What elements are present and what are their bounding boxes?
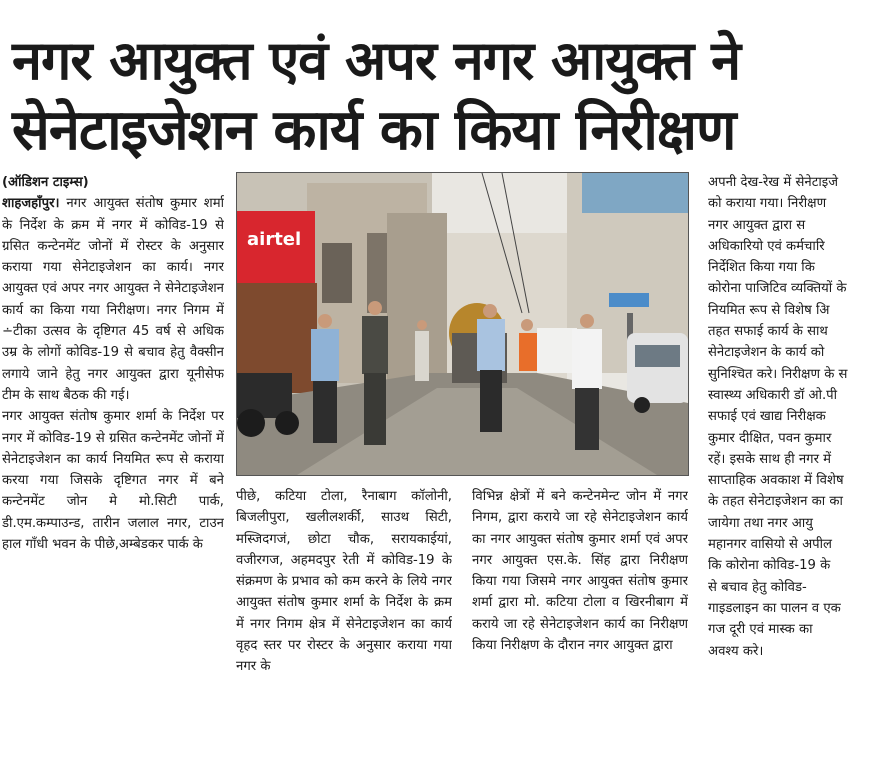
column-4-line: गाइडलाइन का पालन व एक (708, 600, 841, 616)
column-4-line: कुमार दीक्षित, पवन कुमार (708, 430, 832, 446)
column-4-line: सुनिश्चित करे। निरीक्षण के स (708, 366, 848, 382)
column-4-line: के तहत सेनेटाइजेशन का का (708, 494, 843, 510)
article-column-1 (2, 172, 224, 732)
column-4-line: कि कोरोना कोविड-19 के (708, 558, 831, 574)
column-4-line: जायेगा तथा नगर आयु (708, 515, 813, 531)
article-paragraph-2: नगर आयुक्त संतोष कुमार शर्मा के निर्देश पर नगर में कोविड-19 से ग्रसित कन्टेनमेंट जोनों में सेनेटाइजेशन का कार्य नियमित रूप से कराया करया गया जिसके दृष्टिगत नगर में बने कन्टेनमेंट जोन मे मो.सिटी पार्क, डी.एम.कम्पाउन्ड, तारीन जलाल नगर, टाउन हाल गाँधी भवन के पीछे,अम्बेडकर पार्क के (2, 409, 224, 553)
column-4-line: कोरोना पाजिटिव व्यक्तियों के (708, 281, 847, 297)
airtel-sign-text: airtel (247, 229, 302, 250)
street-scene-illustration (237, 173, 688, 475)
column-4-line: अपनी देख-रेख में सेनेटाइजे (708, 175, 839, 190)
dateline: (ऑडिशन टाइम्स) (2, 175, 89, 190)
column-4-line: को कराया गया। निरीक्षण (708, 196, 827, 212)
column-4-line: स्वास्थ्य अधिकारी डॉ ओ.पी (708, 387, 838, 403)
article-paragraph-1 (2, 193, 224, 406)
column-4-line: निर्देशित किया गया कि (708, 260, 815, 276)
headline-line-2: सेनेटाइजेशन कार्य का किया निरीक्षण (12, 98, 736, 163)
column-4-line: अवश्य करे। (708, 643, 764, 659)
column-4-line: रहें। इसके साथ ही नगर में (708, 451, 832, 467)
paragraph-1-text: नगर आयुक्त संतोष कुमार शर्मा के निर्देश के क्रम में नगर में कोविड-19 से ग्रसित कन्टेनमेंट जोनों में रोस्टर के अनुसार कराया गया सेनेटाइजेशन का कार्य। नगर आयुक्त एवं अपर नगर आयुक्त ने सेनेटाइजेशन कार्य का किया गया निरीक्षण। नगर निगम में ∸टीका उत्सव के दृष्टिगत 45 वर्ष से अधिक उम्र के लोगों कोविड-19 से बचाव हेतु वैक्सीन लगाये जाने हेतु नगर आयुक्त द्वारा यूनीसेफ टीम के साथ बैठक की गई। (2, 196, 224, 403)
column-4-line: नियमित रूप से विशेष अि (708, 302, 830, 318)
column-4-line: तहत सफाई कार्य के साथ (708, 324, 828, 340)
column-4-line: महानगर वासियो से अपील (708, 537, 832, 553)
article-column-4 (708, 172, 871, 732)
headline-line-1: नगर आयुक्त एवं अपर नगर आयुक्त ने (12, 29, 741, 92)
column-4-line: साप्ताहिक अवकाश में विशेष (708, 473, 844, 489)
column-4-line: से बचाव हेतु कोविड- (708, 579, 807, 595)
column-4-line: गज दूरी एवं मास्क का (708, 622, 813, 638)
column-4-line: सफाई एवं खाद्य निरीक्षक (708, 409, 826, 425)
column-4-line: नगर आयुक्त द्वारा स (708, 217, 806, 233)
article-column-2: पीछे, कटिया टोला, रैनाबाग कॉलोनी, बिजलीपुरा, खलीलशर्की, साउथ सिटी, मस्जिदगजं, छोटा चौक, सरायकाईयां, वजीरगज, अहमदपुर रेती में कोविड-19 के संक्रमण के प्रभाव को कम करने के लिये नगर आयुक्त संतोष कुमार शर्मा के निर्देश के क्रम में नगर निगम क्षेत्र में सेनेटाइजेशन का कार्य वृहद स्तर पर रोस्टर के अनुसार कराया गया नगर के (236, 489, 452, 675)
column-4-line: अधिकारियो एवं कर्मचारि (708, 238, 825, 254)
news-photo (236, 172, 689, 476)
place-name: शाहजहाँपुर। (2, 196, 60, 212)
article-column-3: विभिन्न क्षेत्रों में बने कन्टेनमेन्ट जोन में नगर निगम, द्वारा कराये जा रहे सेनेटाइजेशन कार्य का नगर आयुक्त संतोष कुमार शर्मा एवं अपर नगर आयुक्त एस.के. सिंह द्वारा निरीक्षण किया गया जिसमे नगर आयुक्त संतोष कुमार शर्मा द्वारा मो. कटिया टोला व खिरनीबाग में कराये जा रहे सेनेटाइजेशन कार्य का निरीक्षण किया निरीक्षण के दौरान नगर आयुक्त द्वारा (472, 489, 688, 654)
column-4-line: सेनेटाइजेशन के कार्य को (708, 345, 825, 361)
